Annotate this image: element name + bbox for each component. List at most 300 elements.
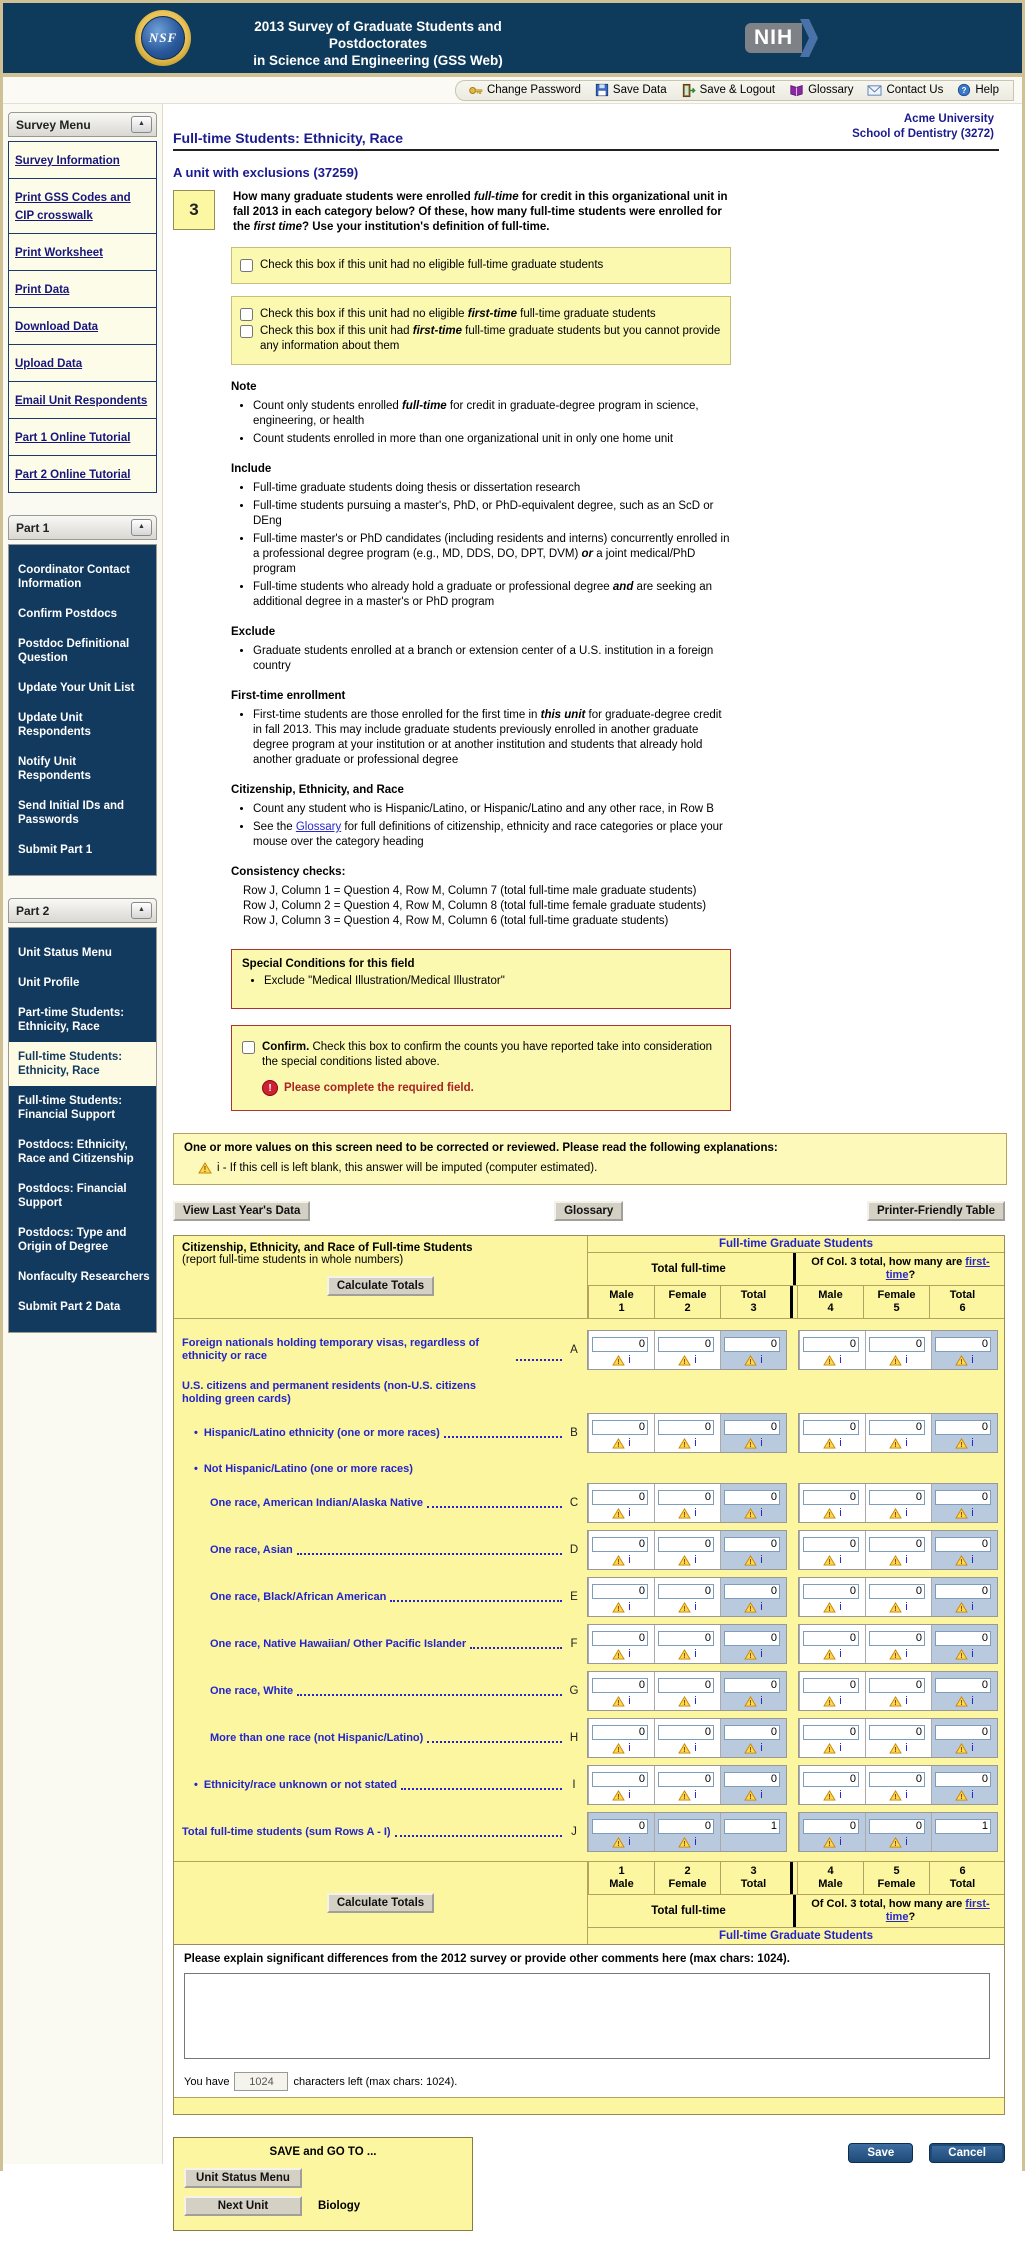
row-label bbox=[182, 1779, 566, 1792]
count-input[interactable] bbox=[869, 1537, 925, 1552]
cell-group-total bbox=[587, 1577, 787, 1617]
no-firsttime-box bbox=[231, 296, 731, 365]
column-header: Female 5 bbox=[863, 1286, 929, 1318]
section-bullet: • Count students enrolled in more than one organizational unit in only one home unit bbox=[253, 432, 731, 447]
warning-icon bbox=[955, 1649, 968, 1660]
svg-text:!: ! bbox=[960, 1744, 963, 1754]
sidebar-item[interactable]: Postdocs: Type and Origin of Degree bbox=[18, 1227, 127, 1253]
table-footer bbox=[174, 1861, 1004, 1944]
warning-icon bbox=[955, 1696, 968, 1707]
cell-warning bbox=[935, 1789, 994, 1801]
warning-icon bbox=[744, 1355, 757, 1366]
table-subheaders bbox=[588, 1894, 1004, 1927]
printer-friendly-button[interactable]: Printer-Friendly Table bbox=[867, 1201, 1005, 1221]
count-input[interactable] bbox=[869, 1819, 925, 1834]
section-bullet: • First-time students are those enrolled for the first time in this unit for graduate-degree credit in fall 2013. This may include graduate students previously enrolled in another graduate degree program at your institution or at another institution and students that already hold another graduate or professional degree bbox=[253, 708, 731, 768]
count-input[interactable] bbox=[724, 1631, 780, 1646]
cell-warning bbox=[869, 1695, 928, 1707]
calculate-totals-button[interactable]: Calculate Totals bbox=[327, 1893, 434, 1913]
warning-icon bbox=[823, 1696, 836, 1707]
svg-text:!: ! bbox=[617, 1556, 620, 1566]
warning-icon bbox=[889, 1602, 902, 1613]
nih-logo-icon bbox=[745, 19, 818, 57]
part1-title: Part 1 bbox=[16, 520, 50, 535]
save-button[interactable]: Save bbox=[848, 2143, 913, 2163]
cell-group-firsttime bbox=[798, 1812, 998, 1852]
special-condition-item: • Exclude "Medical Illustration/Medical Illustrator" bbox=[264, 974, 720, 989]
sidebar-item[interactable] bbox=[9, 308, 156, 345]
sidebar-item-label[interactable]: Survey Information bbox=[15, 155, 120, 167]
special-conditions-box bbox=[231, 949, 731, 1009]
calculate-totals-button[interactable]: Calculate Totals bbox=[327, 1276, 434, 1296]
imputed-flag: i bbox=[905, 1695, 908, 1707]
sidebar bbox=[3, 104, 163, 2164]
count-input[interactable] bbox=[935, 1537, 991, 1552]
warning-icon bbox=[678, 1790, 691, 1801]
count-input[interactable] bbox=[935, 1678, 991, 1693]
cell-warning bbox=[869, 1648, 928, 1660]
firsttime-no-info-checkbox[interactable] bbox=[240, 325, 253, 338]
count-input[interactable] bbox=[724, 1819, 780, 1834]
cell-warning bbox=[803, 1695, 862, 1707]
count-cell bbox=[720, 1331, 786, 1369]
sidebar-item[interactable]: Update Your Unit List bbox=[18, 682, 135, 694]
cell-warning bbox=[592, 1354, 651, 1366]
count-input[interactable] bbox=[869, 1584, 925, 1599]
svg-text:!: ! bbox=[960, 1603, 963, 1613]
count-input[interactable] bbox=[724, 1337, 780, 1352]
count-input[interactable] bbox=[935, 1772, 991, 1787]
imputed-flag: i bbox=[971, 1695, 974, 1707]
svg-text:!: ! bbox=[894, 1791, 897, 1801]
imputed-flag: i bbox=[905, 1554, 908, 1566]
page-title: Full-time Students: Ethnicity, Race bbox=[173, 130, 403, 146]
cell-warning bbox=[803, 1507, 862, 1519]
part1-list bbox=[8, 544, 157, 876]
table-rows bbox=[174, 1319, 1004, 1861]
warning-icon bbox=[955, 1555, 968, 1566]
count-input[interactable] bbox=[724, 1584, 780, 1599]
sidebar-item[interactable]: Notify Unit Respondents bbox=[18, 756, 91, 782]
table-row bbox=[182, 1380, 998, 1406]
count-cell bbox=[931, 1484, 997, 1522]
sidebar-item[interactable]: Part-time Students: Ethnicity, Race bbox=[18, 1007, 125, 1033]
count-cell bbox=[799, 1672, 865, 1710]
count-input[interactable] bbox=[724, 1678, 780, 1693]
sidebar-item[interactable]: Update Unit Respondents bbox=[18, 712, 91, 738]
change-password-button[interactable] bbox=[468, 83, 581, 98]
row-label-text: One race, Black/African American bbox=[210, 1590, 387, 1603]
section-heading: Include bbox=[231, 463, 272, 475]
svg-text:!: ! bbox=[828, 1650, 831, 1660]
count-input[interactable] bbox=[658, 1420, 714, 1435]
count-cell bbox=[931, 1414, 997, 1452]
sidebar-item-label[interactable]: Part 2 Online Tutorial bbox=[15, 469, 131, 481]
svg-text:!: ! bbox=[894, 1356, 897, 1366]
sidebar-item[interactable] bbox=[9, 234, 156, 271]
svg-text:!: ! bbox=[683, 1650, 686, 1660]
count-input[interactable] bbox=[592, 1772, 648, 1787]
sidebar-item-label[interactable]: Print Data bbox=[15, 284, 70, 296]
cell-warning bbox=[724, 1789, 783, 1801]
column-header: Female 2 bbox=[654, 1286, 720, 1318]
imputed-flag: i bbox=[760, 1648, 763, 1660]
app-title-line1: 2013 Survey of Graduate Students and Postdoctorates bbox=[254, 19, 502, 51]
column-divider bbox=[790, 1286, 793, 1318]
count-input[interactable] bbox=[869, 1772, 925, 1787]
warning-icon bbox=[612, 1438, 625, 1449]
count-input[interactable] bbox=[803, 1772, 859, 1787]
section-line: Row J, Column 1 = Question 4, Row M, Column 7 (total full-time male graduate students) bbox=[243, 885, 697, 897]
count-input[interactable] bbox=[869, 1490, 925, 1505]
cell-warning bbox=[869, 1601, 928, 1613]
warning-icon bbox=[678, 1555, 691, 1566]
count-input[interactable] bbox=[935, 1584, 991, 1599]
confirm-label: Confirm. Check this box to confirm the counts you have reported take into consideration the special conditions listed above. bbox=[262, 1041, 713, 1068]
cell-warning bbox=[592, 1437, 651, 1449]
count-input[interactable] bbox=[724, 1420, 780, 1435]
sidebar-item[interactable]: Postdocs: Ethnicity, Race and Citizenship bbox=[18, 1139, 134, 1165]
sidebar-item[interactable] bbox=[9, 456, 156, 492]
count-input[interactable] bbox=[803, 1819, 859, 1834]
svg-text:!: ! bbox=[828, 1556, 831, 1566]
imputed-flag: i bbox=[694, 1554, 697, 1566]
sidebar-item[interactable]: Coordinator Contact Information bbox=[18, 564, 130, 590]
cell-warning bbox=[592, 1695, 651, 1707]
glossary-button[interactable]: Glossary bbox=[554, 1201, 623, 1221]
count-input[interactable] bbox=[592, 1725, 648, 1740]
sidebar-item-label[interactable]: Upload Data bbox=[15, 358, 83, 370]
count-input[interactable] bbox=[935, 1819, 991, 1834]
imputed-flag: i bbox=[628, 1789, 631, 1801]
dotted-leader bbox=[444, 1436, 562, 1438]
row-label bbox=[182, 1638, 566, 1651]
count-input[interactable] bbox=[658, 1490, 714, 1505]
count-cell bbox=[931, 1719, 997, 1757]
part2-title: Part 2 bbox=[16, 903, 50, 918]
count-cell bbox=[720, 1578, 786, 1616]
cell-group-firsttime bbox=[798, 1577, 998, 1617]
svg-text:!: ! bbox=[894, 1744, 897, 1754]
count-input[interactable] bbox=[869, 1337, 925, 1352]
row-label-text: Not Hispanic/Latino (one or more races) bbox=[203, 1463, 413, 1475]
count-input[interactable] bbox=[658, 1631, 714, 1646]
warning-icon bbox=[889, 1743, 902, 1754]
imputed-flag: i bbox=[760, 1789, 763, 1801]
section-bullets bbox=[231, 399, 731, 447]
table-footer-cols bbox=[588, 1862, 1004, 1944]
svg-text:!: ! bbox=[749, 1356, 752, 1366]
sidebar-item[interactable] bbox=[9, 271, 156, 308]
column-divider bbox=[793, 1895, 796, 1927]
sidebar-item[interactable]: Unit Status Menu bbox=[18, 947, 112, 959]
sidebar-item[interactable] bbox=[9, 419, 156, 456]
sidebar-item[interactable]: Full-time Students: Ethnicity, Race bbox=[9, 1042, 156, 1086]
cancel-button[interactable]: Cancel bbox=[929, 2143, 1005, 2163]
cell-warning bbox=[869, 1437, 928, 1449]
sidebar-item-label[interactable]: Email Unit Respondents bbox=[15, 395, 148, 407]
contact-us-button[interactable] bbox=[867, 84, 943, 97]
sidebar-item[interactable] bbox=[9, 382, 156, 419]
confirm-row bbox=[242, 1040, 720, 1070]
count-input[interactable] bbox=[869, 1678, 925, 1693]
table-row bbox=[182, 1463, 998, 1476]
sidebar-item[interactable]: Full-time Students: Financial Support bbox=[18, 1095, 123, 1121]
table-row bbox=[182, 1530, 998, 1570]
count-input[interactable] bbox=[724, 1537, 780, 1552]
warning-icon bbox=[612, 1790, 625, 1801]
count-cell bbox=[931, 1331, 997, 1369]
count-input[interactable] bbox=[869, 1631, 925, 1646]
cell-warning bbox=[658, 1742, 717, 1754]
svg-text:!: ! bbox=[960, 1650, 963, 1660]
imputed-flag: i bbox=[694, 1836, 697, 1848]
cell-group-firsttime bbox=[798, 1624, 998, 1664]
imputed-flag: i bbox=[839, 1789, 842, 1801]
sidebar-item[interactable]: Submit Part 1 bbox=[18, 844, 93, 856]
imputed-flag: i bbox=[971, 1507, 974, 1519]
count-input[interactable] bbox=[935, 1725, 991, 1740]
warning-icon bbox=[823, 1649, 836, 1660]
svg-text:!: ! bbox=[894, 1556, 897, 1566]
imputed-flag: i bbox=[694, 1789, 697, 1801]
section-bullet: • Full-time students who already hold a graduate or professional degree and are seeking an additional degree in a master's or PhD program bbox=[253, 580, 731, 610]
warning-icon bbox=[889, 1649, 902, 1660]
count-input[interactable] bbox=[592, 1631, 648, 1646]
save-logout-button[interactable] bbox=[681, 83, 775, 98]
sidebar-item[interactable]: Nonfaculty Researchers bbox=[18, 1271, 150, 1283]
cell-warning bbox=[658, 1554, 717, 1566]
section-bullet: • See the Glossary for full definitions of citizenship, ethnicity and race categories or place your mouse over the category heading bbox=[253, 820, 731, 850]
comments-textarea[interactable] bbox=[184, 1973, 990, 2059]
imputed-flag: i bbox=[760, 1695, 763, 1707]
warning-icon bbox=[678, 1837, 691, 1848]
cell-group-firsttime bbox=[798, 1330, 998, 1370]
count-cell bbox=[865, 1766, 931, 1804]
checkbox-label: Check this box if this unit had no eligible first-time full-time graduate students bbox=[260, 308, 656, 320]
dotted-leader bbox=[427, 1506, 562, 1508]
dotted-leader bbox=[395, 1835, 562, 1837]
svg-text:?: ? bbox=[961, 85, 967, 95]
sidebar-item[interactable]: Postdocs: Financial Support bbox=[18, 1183, 127, 1209]
svg-text:!: ! bbox=[894, 1603, 897, 1613]
glossary-toolbar-button[interactable] bbox=[789, 83, 853, 97]
section-bullet: • Count only students enrolled full-time for credit in graduate-degree program in science, engineering, or health bbox=[253, 399, 731, 429]
sidebar-item-label[interactable]: Print GSS Codes and CIP crosswalk bbox=[15, 192, 131, 222]
svg-text:!: ! bbox=[203, 1165, 207, 1174]
help-label: Help bbox=[975, 84, 999, 96]
no-eligible-fulltime-checkbox[interactable] bbox=[240, 259, 253, 272]
imputed-flag: i bbox=[839, 1742, 842, 1754]
collapse-icon[interactable]: ▲ bbox=[131, 519, 152, 536]
cell-warning bbox=[803, 1836, 862, 1848]
warning-icon bbox=[955, 1602, 968, 1613]
row-letter: I bbox=[572, 1779, 576, 1791]
cell-warning bbox=[658, 1695, 717, 1707]
count-input[interactable] bbox=[658, 1337, 714, 1352]
help-icon bbox=[957, 83, 971, 97]
instruction-section bbox=[231, 626, 731, 674]
sidebar-item[interactable]: Submit Part 2 Data bbox=[18, 1301, 121, 1313]
imputed-flag: i bbox=[628, 1836, 631, 1848]
confirm-checkbox[interactable] bbox=[242, 1041, 255, 1054]
sidebar-item-label[interactable]: Part 1 Online Tutorial bbox=[15, 432, 131, 444]
checkbox-row bbox=[240, 258, 722, 273]
section-heading: Citizenship, Ethnicity, and Race bbox=[231, 784, 404, 796]
count-input[interactable] bbox=[803, 1584, 859, 1599]
svg-text:!: ! bbox=[960, 1791, 963, 1801]
imputed-flag: i bbox=[971, 1648, 974, 1660]
instruction-section bbox=[231, 690, 731, 768]
nih-logo-text: NIH bbox=[745, 23, 802, 53]
sidebar-item-label[interactable]: Download Data bbox=[15, 321, 99, 333]
instruction-section bbox=[231, 463, 731, 610]
count-input[interactable] bbox=[658, 1725, 714, 1740]
count-input[interactable] bbox=[803, 1420, 859, 1435]
count-cell bbox=[865, 1625, 931, 1663]
cell-warning bbox=[869, 1554, 928, 1566]
count-cell bbox=[865, 1672, 931, 1710]
cell-group-total bbox=[587, 1765, 787, 1805]
count-input[interactable] bbox=[592, 1678, 648, 1693]
warning-icon bbox=[823, 1555, 836, 1566]
count-input[interactable] bbox=[803, 1631, 859, 1646]
sidebar-item[interactable]: Confirm Postdocs bbox=[18, 608, 118, 620]
count-input[interactable] bbox=[803, 1490, 859, 1505]
warning-icon bbox=[744, 1649, 757, 1660]
count-input[interactable] bbox=[592, 1819, 648, 1834]
glossary-toolbar-label: Glossary bbox=[808, 84, 854, 96]
cell-warning bbox=[869, 1836, 928, 1848]
sidebar-item[interactable] bbox=[9, 142, 156, 179]
sidebar-item[interactable]: Unit Profile bbox=[18, 977, 80, 989]
row-label bbox=[182, 1591, 566, 1604]
warning-icon bbox=[744, 1508, 757, 1519]
cell-warning bbox=[869, 1742, 928, 1754]
count-input[interactable] bbox=[724, 1772, 780, 1787]
cell-warning bbox=[724, 1695, 783, 1707]
unit-status-menu-button[interactable]: Unit Status Menu bbox=[184, 2168, 302, 2188]
bullet-icon: • bbox=[194, 1426, 198, 1439]
cell-warning bbox=[803, 1354, 862, 1366]
count-input[interactable] bbox=[935, 1420, 991, 1435]
count-input[interactable] bbox=[592, 1337, 648, 1352]
count-cell bbox=[588, 1813, 654, 1851]
column-divider bbox=[790, 1862, 793, 1894]
count-input[interactable] bbox=[658, 1772, 714, 1787]
svg-text:!: ! bbox=[828, 1356, 831, 1366]
save-data-button[interactable] bbox=[595, 83, 667, 97]
no-eligible-firsttime-checkbox[interactable] bbox=[240, 308, 253, 321]
next-unit-button[interactable]: Next Unit bbox=[184, 2196, 302, 2216]
count-input[interactable] bbox=[803, 1725, 859, 1740]
collapse-icon[interactable]: ▲ bbox=[131, 116, 152, 133]
dotted-leader bbox=[470, 1647, 562, 1649]
count-input[interactable] bbox=[658, 1678, 714, 1693]
cell-group-total bbox=[587, 1413, 787, 1453]
cell-warning bbox=[658, 1601, 717, 1613]
count-cell bbox=[720, 1719, 786, 1757]
count-input[interactable] bbox=[592, 1584, 648, 1599]
sidebar-item-label[interactable]: Print Worksheet bbox=[15, 247, 103, 259]
count-cell bbox=[799, 1414, 865, 1452]
cell-group-total bbox=[587, 1624, 787, 1664]
cell-warning bbox=[592, 1648, 651, 1660]
count-input[interactable] bbox=[658, 1537, 714, 1552]
view-last-year-button[interactable]: View Last Year's Data bbox=[173, 1201, 310, 1221]
help-button[interactable] bbox=[957, 83, 999, 97]
instruction-section bbox=[231, 866, 731, 929]
confirm-error bbox=[262, 1080, 720, 1096]
imputed-flag: i bbox=[628, 1695, 631, 1707]
cell-warning bbox=[724, 1554, 783, 1566]
section-heading: Exclude bbox=[231, 626, 276, 638]
bottom-row bbox=[173, 2137, 1005, 2231]
count-input[interactable] bbox=[935, 1490, 991, 1505]
imputed-flag: i bbox=[628, 1742, 631, 1754]
imputed-flag: i bbox=[760, 1437, 763, 1449]
contact-us-label: Contact Us bbox=[886, 84, 944, 96]
count-input[interactable] bbox=[592, 1537, 648, 1552]
count-input[interactable] bbox=[869, 1420, 925, 1435]
count-input[interactable] bbox=[803, 1337, 859, 1352]
count-input[interactable] bbox=[869, 1725, 925, 1740]
table-row bbox=[182, 1483, 998, 1523]
count-input[interactable] bbox=[724, 1725, 780, 1740]
save-goto-title: SAVE and GO TO ... bbox=[269, 2146, 377, 2158]
sidebar-item[interactable] bbox=[9, 345, 156, 382]
collapse-icon[interactable]: ▲ bbox=[131, 902, 152, 919]
count-cell bbox=[588, 1625, 654, 1663]
count-input[interactable] bbox=[592, 1490, 648, 1505]
count-cell bbox=[588, 1331, 654, 1369]
svg-text:!: ! bbox=[749, 1439, 752, 1449]
count-input[interactable] bbox=[658, 1819, 714, 1834]
toolbar-items bbox=[455, 80, 1014, 101]
table-header bbox=[174, 1236, 1004, 1319]
sidebar-item[interactable] bbox=[9, 179, 156, 234]
table-subtitle: (report full-time students in whole numbers) bbox=[182, 1254, 404, 1266]
dotted-leader bbox=[427, 1741, 562, 1743]
dotted-leader bbox=[390, 1600, 562, 1602]
section-bullet: • Full-time master's or PhD candidates (including residents and interns) concurrently enrolled in a professional degree program (e.g., MD, DDS, DO, DPT, DVM) or a joint medical/PhD program bbox=[253, 532, 731, 577]
count-input[interactable] bbox=[658, 1584, 714, 1599]
count-input[interactable] bbox=[935, 1631, 991, 1646]
count-cell bbox=[654, 1484, 720, 1522]
save-logout-label: Save & Logout bbox=[699, 84, 776, 96]
count-input[interactable] bbox=[592, 1420, 648, 1435]
svg-text:!: ! bbox=[749, 1556, 752, 1566]
count-input[interactable] bbox=[724, 1490, 780, 1505]
cell-group-total bbox=[587, 1483, 787, 1523]
dotted-leader bbox=[297, 1553, 562, 1555]
imputed-flag: i bbox=[839, 1836, 842, 1848]
table-row bbox=[182, 1718, 998, 1758]
svg-text:!: ! bbox=[828, 1838, 831, 1848]
warning-icon bbox=[889, 1438, 902, 1449]
count-input[interactable] bbox=[803, 1537, 859, 1552]
sidebar-item[interactable]: Send Initial IDs and Passwords bbox=[18, 800, 125, 826]
count-cell bbox=[865, 1719, 931, 1757]
count-input[interactable] bbox=[935, 1337, 991, 1352]
sidebar-item[interactable]: Postdoc Definitional Question bbox=[18, 638, 130, 664]
imputed-flag: i bbox=[839, 1354, 842, 1366]
warning-icon bbox=[612, 1743, 625, 1754]
chars-left-count bbox=[234, 2072, 288, 2091]
cell-group-firsttime bbox=[798, 1765, 998, 1805]
count-cell bbox=[865, 1331, 931, 1369]
count-input[interactable] bbox=[803, 1678, 859, 1693]
